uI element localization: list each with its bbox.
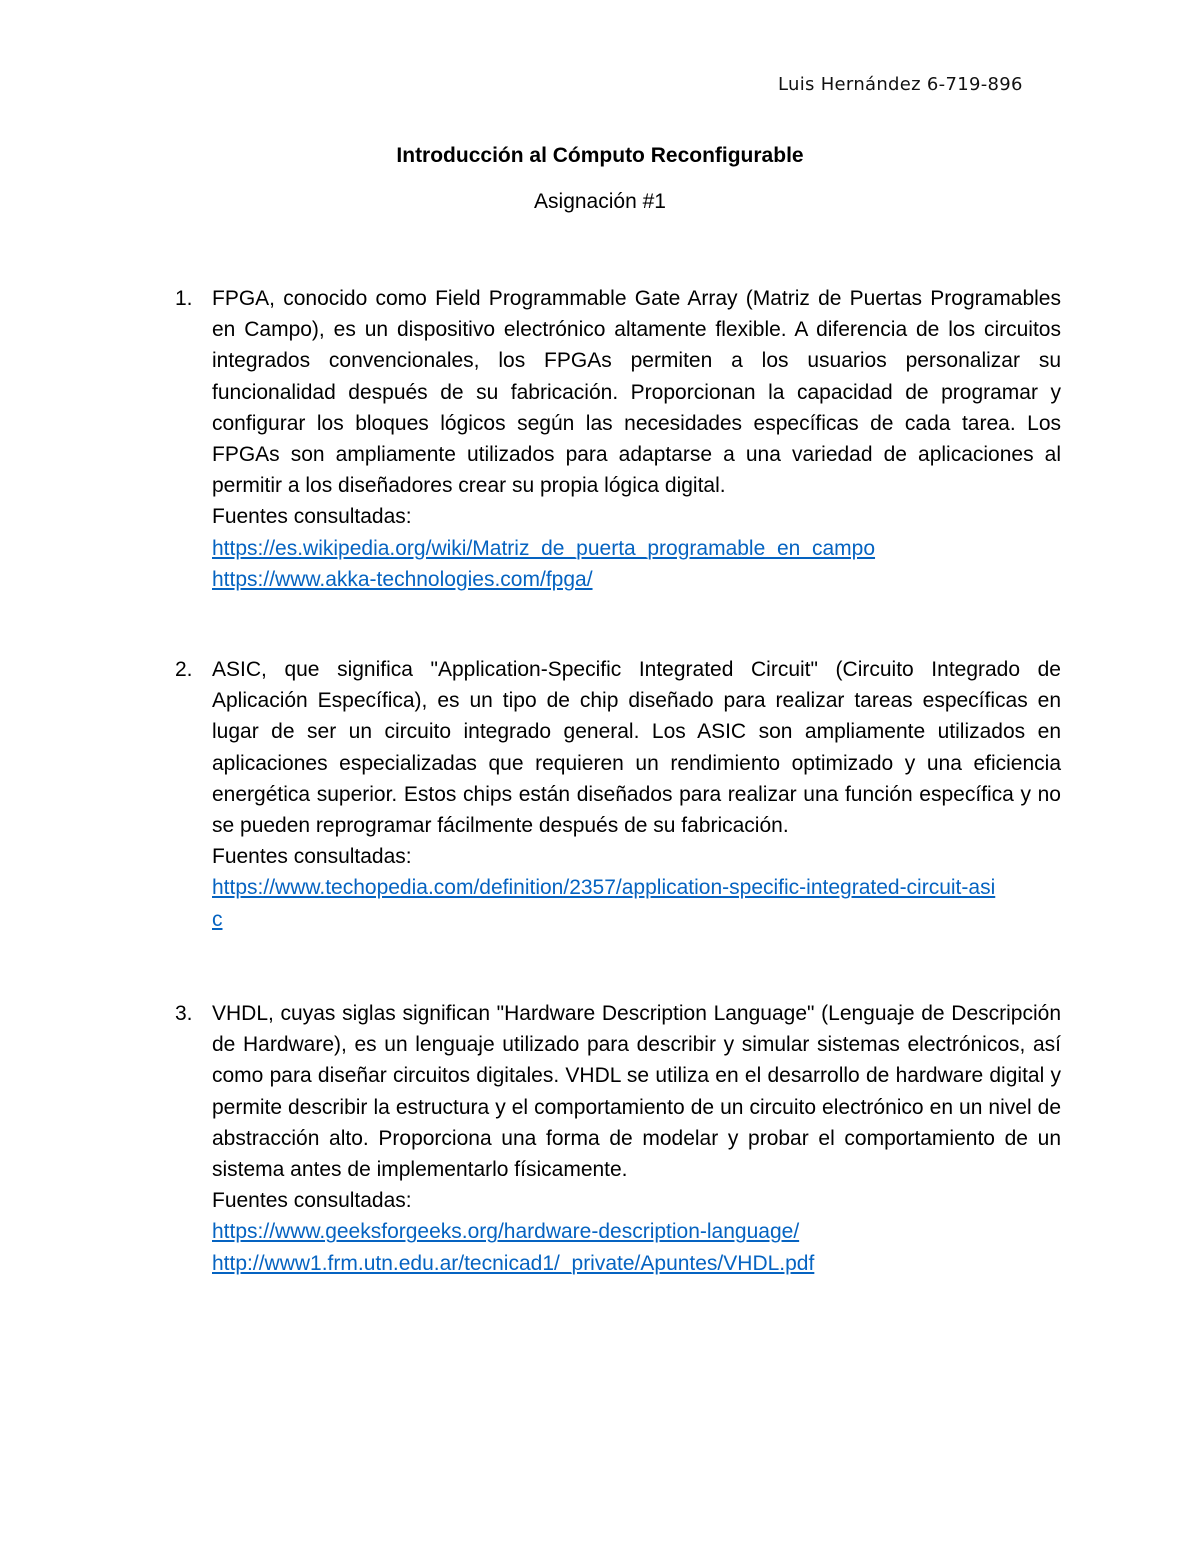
list-item-fpga [175,283,1061,595]
sources-label: Fuentes consultadas: [212,505,412,529]
list-item-body [212,998,1061,1279]
source-link[interactable]: https://www.geeksforgeeks.org/hardware-description-language/ [212,1220,800,1244]
list-item-text: FPGA, conocido como Field Programmable Gate Array (Matriz de Puertas Programables en Campo), es un dispositivo electrónico altamente flexible. A diferencia de los circuitos integrados convencionales, los FPGAs permiten a los usuarios personalizar su funcionalidad después de su fabricación. Proporcionan la capacidad de programar y configurar los bloques lógicos según las necesidades específicas de cada tarea. Los FPGAs son ampliamente utilizados para adaptarse a una variedad de aplicaciones al permitir a los diseñadores crear su propia lógica digital. [212,287,1061,498]
list-item-number: 1. [175,287,193,310]
list-item-vhdl [175,998,1061,1279]
source-link[interactable]: https://www.techopedia.com/definition/2357/application-specific-integrated-circuit-asic [212,876,996,931]
list-item-asic [175,654,1061,935]
sources-label: Fuentes consultadas: [212,845,412,869]
list-item-number: 3. [175,1002,193,1025]
document-title: Introducción al Cómputo Reconfigurable [396,144,804,167]
source-link[interactable]: https://es.wikipedia.org/wiki/Matriz_de_puerta_programable_en_campo [212,536,876,560]
document-subtitle: Asignación #1 [534,190,666,213]
list-item-body [212,654,1061,935]
sources-label: Fuentes consultadas: [212,1189,412,1213]
author-header: Luis Hernández 6-719-896 [778,74,1023,95]
source-link[interactable]: https://www.akka-technologies.com/fpga/ [212,567,593,591]
source-link[interactable]: http://www1.frm.utn.edu.ar/tecnicad1/_private/Apuntes/VHDL.pdf [212,1251,815,1275]
list-item-text: VHDL, cuyas siglas significan "Hardware Description Language" (Lenguaje de Descripción de Hardware), es un lenguaje utilizado para describir y simular sistemas electrónicos, así como para diseñar circuitos digitales. VHDL se utiliza en el desarrollo de hardware digital y permite describir la estructura y el comportamiento de un circuito electrónico en un nivel de abstracción alto. Proporciona una forma de modelar y probar el comportamiento de un sistema antes de implementarlo físicamente. [212,1002,1061,1182]
list-item-body [212,283,1061,595]
list-item-text: ASIC, que significa "Application-Specific Integrated Circuit" (Circuito Integrado de Aplicación Específica), es un tipo de chip diseñado para realizar tareas específicas en lugar de ser un circuito integrado general. Los ASIC son ampliamente utilizados en aplicaciones especializadas que requieren un rendimiento optimizado y una eficiencia energética superior. Estos chips están diseñados para realizar una función específica y no se pueden reprogramar fácilmente después de su fabricación. [212,658,1061,838]
list-item-number: 2. [175,658,193,681]
